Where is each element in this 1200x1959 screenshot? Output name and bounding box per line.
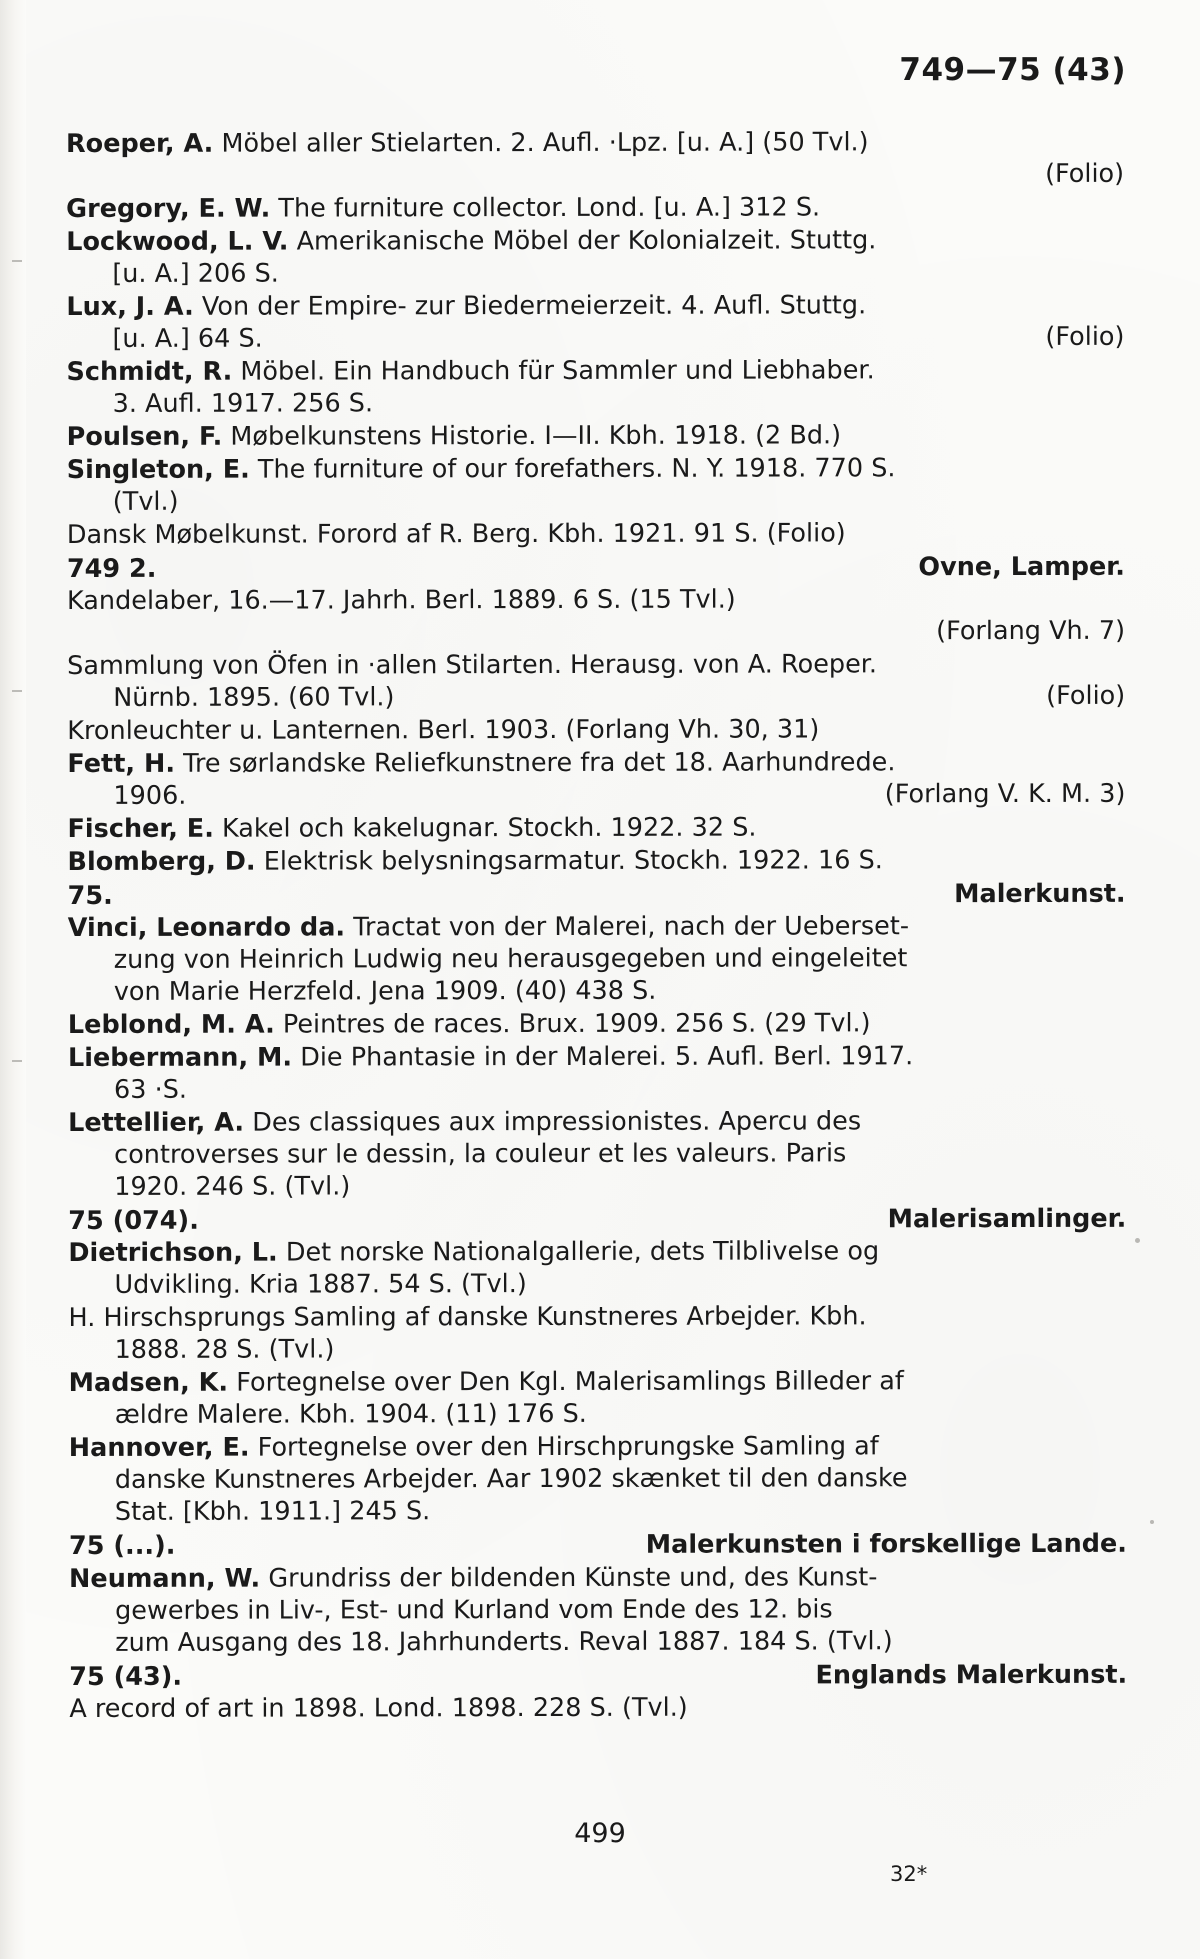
bibliography-entry xyxy=(68,1105,1126,1203)
bibliography-entry xyxy=(69,1560,1127,1658)
scan-speck xyxy=(1135,1238,1140,1243)
entry-line: gewerbes in Liv-, Est- und Kurland vom Ende des 12. bis xyxy=(115,1593,833,1626)
bibliography-entry xyxy=(68,844,1126,878)
bibliography-entry xyxy=(68,1040,1126,1106)
entry-line xyxy=(67,680,1125,714)
bibliography-entry xyxy=(69,1430,1127,1528)
entry-line: controverses sur le dessin, la couleur et les valeurs. Paris xyxy=(114,1138,847,1171)
bibliography-entry xyxy=(69,1690,1127,1724)
section-title: Malerisamlinger. xyxy=(887,1204,1127,1235)
bibliography-entry xyxy=(66,224,1124,290)
entry-line: Leblond, M. A. Peintres de races. Brux. 1909. 256 S. (29 Tvl.) xyxy=(67,1008,871,1041)
entry-line: von Marie Herzfeld. Jena 1909. (40) 438 S. xyxy=(113,976,657,1008)
edge-mark xyxy=(12,260,22,262)
entry-line: Dietrichson, L. Det norske Nationalgallerie, dets Tilblivelse og xyxy=(68,1236,880,1269)
bibliography-entry xyxy=(66,191,1124,225)
bibliography-entry xyxy=(66,354,1124,420)
entry-line: Lettellier, A. Des classiques aux impressionistes. Apercu des xyxy=(68,1106,862,1139)
bibliography-entry xyxy=(67,713,1125,747)
entry-line: Lockwood, L. V. Amerikanische Möbel der Kolonialzeit. Stuttg. xyxy=(66,225,877,257)
bibliography-entry xyxy=(68,1235,1126,1301)
edge-mark xyxy=(12,690,22,692)
entry-line: Dansk Møbelkunst. Forord af R. Berg. Kbh. 1921. 91 S. (Folio) xyxy=(66,518,846,550)
entry-line-left: Nürnb. 1895. (60 Tvl.) xyxy=(113,682,395,714)
entry-line: 3. Aufl. 1917. 256 S. xyxy=(112,388,374,419)
entry-line xyxy=(67,778,1125,812)
section-heading xyxy=(69,1658,1127,1692)
section-number: 75. xyxy=(67,881,113,912)
entry-line-right: (Folio) xyxy=(1045,321,1125,352)
page-body xyxy=(66,126,1127,1726)
section-heading xyxy=(68,878,1126,912)
bibliography-entry xyxy=(67,648,1125,714)
bibliography-entry xyxy=(67,811,1125,845)
entry-line: (Tvl.) xyxy=(112,486,179,517)
entry-line: Madsen, K. Fortegnelse over Den Kgl. Malerisamlings Billeder af xyxy=(68,1366,904,1399)
section-heading xyxy=(67,551,1125,585)
section-title: Malerkunst. xyxy=(954,878,1126,910)
bibliography-entry xyxy=(67,517,1125,551)
entry-line xyxy=(66,321,1124,355)
section-title: Ovne, Lamper. xyxy=(918,551,1125,583)
bibliography-entry xyxy=(68,1007,1126,1041)
entry-line: zung von Heinrich Ludwig neu herausgegeben und eingeleitet xyxy=(113,943,908,976)
entry-line: zum Ausgang des 18. Jahrhunderts. Reval 1887. 184 S. (Tvl.) xyxy=(115,1625,893,1658)
entry-line-right: (Forlang V. K. M. 3) xyxy=(884,778,1126,810)
section-heading xyxy=(69,1528,1127,1562)
section-number: 75 (074). xyxy=(68,1205,199,1237)
section-number: 75 (43). xyxy=(69,1661,183,1692)
entry-line: 1920. 246 S. (Tvl.) xyxy=(114,1171,351,1203)
entry-line: Roeper, A. Möbel aller Stielarten. 2. Aufl. ·Lpz. [u. A.] (50 Tvl.) xyxy=(66,127,869,159)
entry-line: Fett, H. Tre sørlandske Reliefkunstnere fra det 18. Aarhundrede. xyxy=(67,747,896,780)
entry-line: Stat. [Kbh. 1911.] 245 S. xyxy=(114,1496,431,1528)
page-signature-mark: 32* xyxy=(890,1862,928,1886)
entry-line: (Folio) xyxy=(1045,158,1125,189)
entry-line: Liebermann, M. Die Phantasie in der Malerei. 5. Aufl. Berl. 1917. xyxy=(67,1041,914,1074)
entry-line: Sammlung von Öfen in ·allen Stilarten. Herausg. von A. Roeper. xyxy=(67,649,878,682)
entry-line-right: (Folio) xyxy=(1046,680,1126,712)
entry-line: Gregory, E. W. The furniture collector. Lond. [u. A.] 312 S. xyxy=(66,192,821,224)
edge-mark xyxy=(12,1060,22,1062)
entry-line: Udvikling. Kria 1887. 54 S. (Tvl.) xyxy=(114,1269,527,1301)
page-footer-number: 499 xyxy=(574,1818,626,1849)
entry-line: Lux, J. A. Von der Empire- zur Biedermeierzeit. 4. Aufl. Stuttg. xyxy=(66,290,867,322)
entry-line: Poulsen, F. Møbelkunstens Historie. I—II. Kbh. 1918. (2 Bd.) xyxy=(66,420,842,452)
section-title: Malerkunsten i forskellige Lande. xyxy=(645,1529,1127,1561)
entry-line: 63 ·S. xyxy=(113,1074,187,1106)
section-title: Englands Malerkunst. xyxy=(815,1659,1128,1690)
bibliography-entry xyxy=(66,126,1124,192)
bibliography-entry xyxy=(67,452,1125,518)
entry-line: Kronleuchter u. Lanternen. Berl. 1903. (Forlang Vh. 30, 31) xyxy=(67,714,820,747)
bibliography-entry xyxy=(67,583,1125,649)
bibliography-entry xyxy=(67,419,1125,453)
entry-line: Blomberg, D. Elektrisk belysningsarmatur. Stockh. 1922. 16 S. xyxy=(67,845,883,878)
entry-line: Hannover, E. Fortegnelse over den Hirschprungske Samling af xyxy=(68,1431,879,1464)
entry-line: (Forlang Vh. 7) xyxy=(936,615,1126,647)
entry-line: danske Kunstneres Arbejder. Aar 1902 skænket til den danske xyxy=(114,1463,908,1496)
entry-line: [u. A.] 206 S. xyxy=(112,258,279,289)
entry-line: 1888. 28 S. (Tvl.) xyxy=(114,1334,335,1366)
entry-line: Neumann, W. Grundriss der bildenden Künste und, des Kunst- xyxy=(69,1561,878,1594)
entry-line: Kandelaber, 16.—17. Jahrh. Berl. 1889. 6 S. (15 Tvl.) xyxy=(66,584,736,617)
entry-line-left: [u. A.] 64 S. xyxy=(112,323,263,354)
bibliography-entry xyxy=(68,1300,1126,1366)
bibliography-entry xyxy=(66,289,1124,355)
bibliography-entry xyxy=(67,746,1125,812)
entry-line: ældre Malere. Kbh. 1904. (11) 176 S. xyxy=(114,1399,587,1431)
page-header-number: 749—75 (43) xyxy=(899,52,1126,88)
bibliography-entry xyxy=(68,910,1126,1008)
scan-speck xyxy=(1150,1520,1154,1524)
entry-line: Schmidt, R. Möbel. Ein Handbuch für Sammler und Liebhaber. xyxy=(66,355,875,387)
entry-line: Vinci, Leonardo da. Tractat von der Malerei, nach der Ueberset- xyxy=(67,911,910,944)
entry-line-left: 1906. xyxy=(113,780,187,812)
section-heading xyxy=(68,1203,1126,1237)
section-number: 75 (...). xyxy=(68,1531,176,1562)
entry-line: Fischer, E. Kakel och kakelugnar. Stockh. 1922. 32 S. xyxy=(67,812,757,845)
scan-edge-artifact xyxy=(0,0,26,1959)
entry-line: H. Hirschsprungs Samling af danske Kunstneres Arbejder. Kbh. xyxy=(68,1301,867,1334)
entry-line: Singleton, E. The furniture of our forefathers. N. Y. 1918. 770 S. xyxy=(66,453,896,485)
section-number: 749 2. xyxy=(66,553,157,584)
entry-line: A record of art in 1898. Lond. 1898. 228 S. (Tvl.) xyxy=(69,1692,688,1724)
bibliography-entry xyxy=(69,1365,1127,1431)
